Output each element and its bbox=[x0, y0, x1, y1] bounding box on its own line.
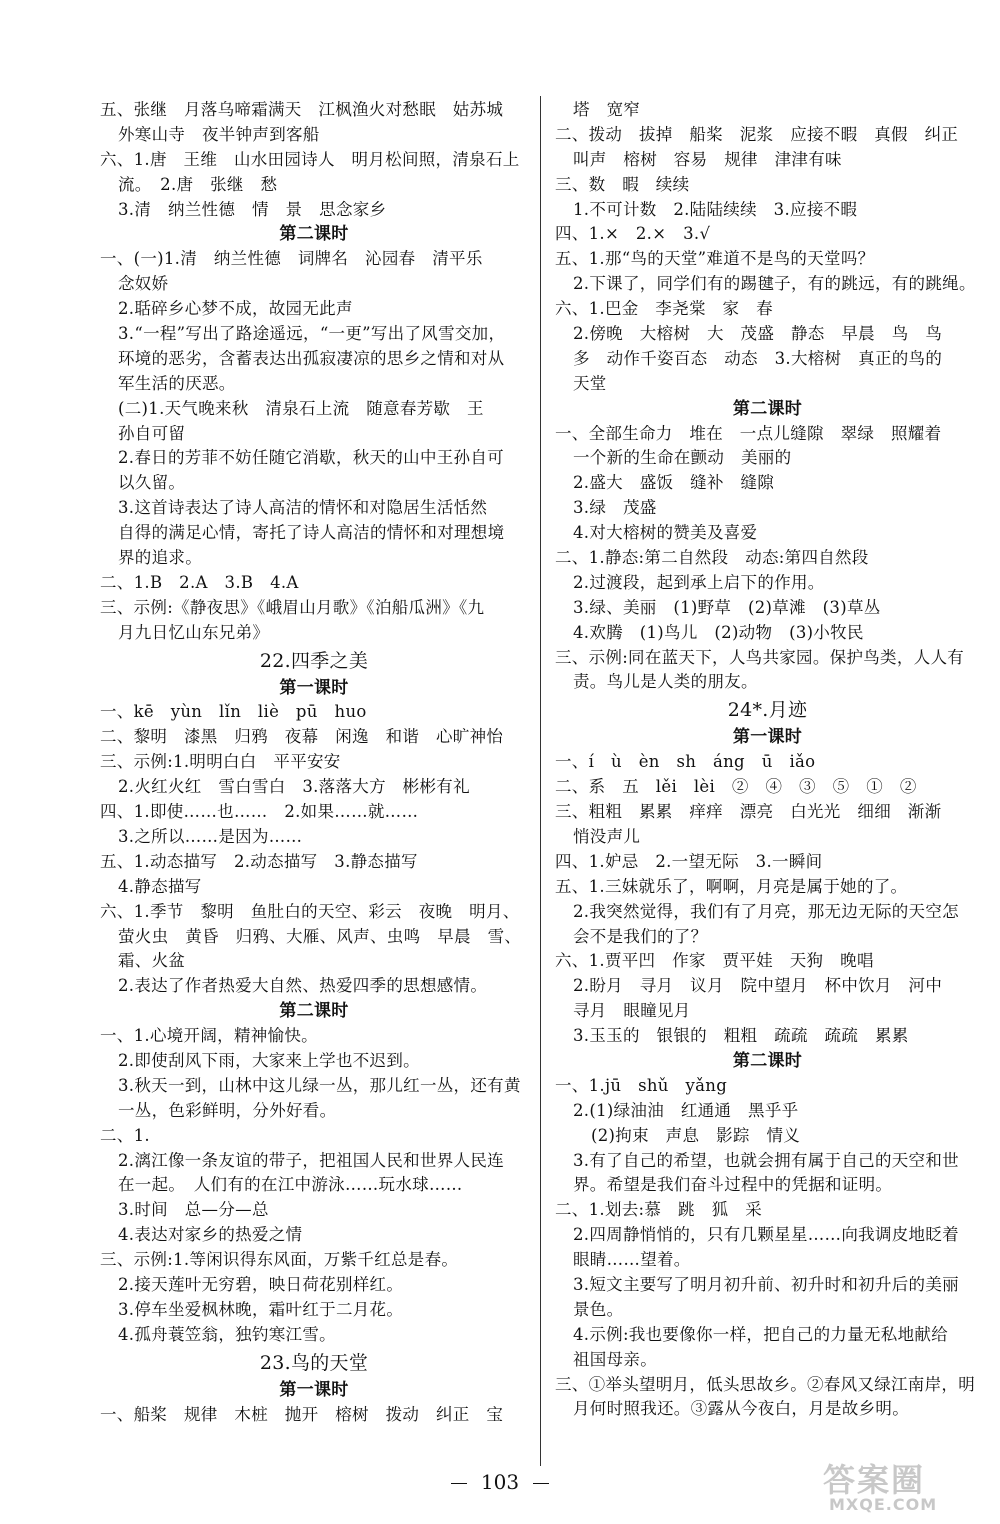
answer-line: 三、①举头望明月，低头思故乡。②春风又绿江南岸，明 bbox=[555, 1374, 975, 1394]
answer-line: 2.表达了作者热爱大自然、热爱四季的思想感情。 bbox=[118, 976, 488, 996]
answer-line: 责。鸟儿是人类的朋友。 bbox=[573, 672, 758, 692]
answer-line: 四、1.妒忌 2.一望无际 3.一瞬间 bbox=[555, 851, 823, 871]
answer-line: 流。 2.唐 张继 愁 bbox=[118, 174, 278, 194]
right-column bbox=[555, 98, 980, 1422]
answer-line: 四、1.即使……也…… 2.如果……就…… bbox=[100, 802, 419, 822]
answer-line: 萤火虫 黄昏 归鸦、大雁、风声、虫鸣 早晨 雪、 bbox=[118, 926, 522, 946]
answer-line: 2.火红火红 雪白雪白 3.落落大方 彬彬有礼 bbox=[118, 777, 470, 797]
answer-line: 界的追求。 bbox=[118, 548, 202, 568]
answer-line: 六、1.贾平凹 作家 贾平娃 天狗 晚唱 bbox=[555, 951, 874, 971]
answer-line: 4.表达对家乡的热爱之情 bbox=[118, 1225, 303, 1245]
answer-line: 自得的满足心情，寄托了诗人高洁的情怀和对理想境 bbox=[118, 523, 505, 543]
answer-line: 在一起。 人们有的在江中游泳……玩水球…… bbox=[118, 1175, 463, 1195]
answer-line: 一、全部生命力 堆在 一点儿缝隙 翠绿 照耀着 bbox=[555, 423, 942, 443]
lesson-heading: 第一课时 bbox=[732, 727, 803, 748]
answer-line: 4.静态描写 bbox=[118, 876, 202, 896]
answer-line: 2.(1)绿油油 红通通 黑乎乎 bbox=[573, 1100, 799, 1120]
answer-line: 三、示例:《静夜思》《峨眉山月歌》《泊船瓜洲》《九 bbox=[100, 597, 485, 617]
answer-line: 五、1.动态描写 2.动态描写 3.静态描写 bbox=[100, 851, 418, 871]
answer-line: 月九日忆山东兄弟》 bbox=[118, 622, 270, 642]
answer-line: 军生活的厌恶。 bbox=[118, 373, 236, 393]
watermark-text: 答案圈 bbox=[823, 1461, 926, 1499]
answer-line: 一个新的生命在颤动 美丽的 bbox=[573, 448, 792, 468]
answer-line: 4.示例:我也要像你一样，把自己的力量无私地献给 bbox=[573, 1324, 949, 1344]
answer-line: 3.停车坐爱枫林晚，霜叶红于二月花。 bbox=[118, 1299, 404, 1319]
answer-line: 二、1.划去:慕 跳 狐 采 bbox=[555, 1200, 763, 1220]
answer-line: 外寒山寺 夜半钟声到客船 bbox=[118, 124, 320, 144]
answer-line: 2.傍晚 大榕树 大 茂盛 静态 早晨 鸟 鸟 bbox=[573, 324, 943, 344]
answer-line: 3.“一程”写出了路途遥远，“一更”写出了风雪交加， bbox=[118, 324, 506, 344]
answer-line: 2.四周静悄悄的，只有几颗星星……向我调皮地眨着 bbox=[573, 1225, 959, 1245]
answer-line: 3.玉玉的 银银的 粗粗 疏疏 疏疏 累累 bbox=[573, 1026, 909, 1046]
answer-line: 六、1.季节 黎明 鱼肚白的天空、彩云 夜晚 明月、 bbox=[100, 901, 520, 921]
lesson-heading: 第二课时 bbox=[732, 1050, 803, 1071]
answer-line: 4.对大榕树的赞美及喜爱 bbox=[573, 523, 758, 543]
answer-line: 三、数 暇 续续 bbox=[555, 174, 690, 194]
answer-line: 3.绿 茂盛 bbox=[573, 498, 657, 518]
answer-line: 四、1.× 2.× 3.√ bbox=[555, 224, 711, 244]
answer-line: 3.清 纳兰性德 情 景 思念家乡 bbox=[118, 199, 387, 219]
answer-line: 一、1.jū shǔ yǎng bbox=[555, 1075, 728, 1095]
answer-line: 3.绿、美丽 (1)野草 (2)草滩 (3)草丛 bbox=[573, 597, 881, 617]
answer-line: 2.春日的芳菲不妨任随它消歇，秋天的山中王孙自可 bbox=[118, 448, 504, 468]
answer-line: 祖国母亲。 bbox=[573, 1349, 657, 1369]
lesson-heading: 第二课时 bbox=[279, 224, 349, 245]
answer-line: 界。希望是我们奋斗过程中的凭据和证明。 bbox=[573, 1175, 893, 1195]
answer-line: 二、1.B 2.A 3.B 4.A bbox=[100, 572, 299, 592]
column-divider bbox=[540, 96, 541, 1466]
answer-line: 多 动作千姿百态 动态 3.大榕树 真正的鸟的 bbox=[573, 348, 943, 368]
answer-line: 二、1.静态:第二自然段 动态:第四自然段 bbox=[555, 548, 869, 568]
answer-line: 五、张继 月落乌啼霜满天 江枫渔火对愁眠 姑苏城 bbox=[100, 100, 504, 119]
answer-line: 2.盛大 盛饭 缝补 缝隙 bbox=[573, 473, 775, 493]
answer-line: 月何时照我还。③露从今夜白，月是故乡明。 bbox=[573, 1399, 909, 1419]
answer-line: 三、示例:1.等闲识得东风面，万紫千红总是春。 bbox=[100, 1250, 459, 1270]
answer-line: 2.过渡段，起到承上启下的作用。 bbox=[573, 572, 825, 592]
section-title: 22.四季之美 bbox=[259, 649, 369, 672]
answer-line: 三、粗粗 累累 痒痒 漂亮 白光光 细细 渐渐 bbox=[555, 802, 942, 822]
answer-line: 一、kē yùn lǐn liè pū huo bbox=[100, 702, 367, 722]
answer-line: 3.短文主要写了明月初升前、初升时和初升后的美丽 bbox=[573, 1274, 959, 1294]
answer-line: 2.聒碎乡心梦不成，故园无此声 bbox=[118, 299, 353, 319]
answer-line: 3.时间 总—分—总 bbox=[118, 1200, 269, 1220]
answer-line: 一、í ù èn sh áng ū iǎo bbox=[555, 752, 816, 772]
answer-line: 悄没声儿 bbox=[573, 826, 641, 846]
answer-line: 念奴娇 bbox=[118, 274, 169, 294]
section-title: 24*.月迹 bbox=[727, 699, 808, 722]
watermark-url: MXQE.COM bbox=[829, 1495, 938, 1514]
answer-line: 2.我突然觉得，我们有了月亮，那无边无际的天空怎 bbox=[573, 901, 959, 921]
answer-line: 3.之所以……是因为…… bbox=[118, 826, 303, 846]
lesson-heading: 第二课时 bbox=[732, 398, 803, 419]
answer-line: 二、黎明 漆黑 归鸦 夜幕 闲逸 和谐 心旷神怡 bbox=[100, 727, 504, 747]
answer-line: 孙自可留 bbox=[118, 423, 186, 443]
answer-line: 环境的恶劣，含蓄表达出孤寂凄凉的思乡之情和对从 bbox=[118, 348, 505, 368]
answer-line: 一、1.心境开阔，精神愉快。 bbox=[100, 1026, 318, 1046]
answer-line: 2.漓江像一条友谊的带子，把祖国人民和世界人民连 bbox=[118, 1150, 504, 1170]
answer-line: 塔 宽窄 bbox=[573, 100, 641, 119]
answer-line: 二、系 五 lěi lèi ② ④ ③ ⑤ ① ② bbox=[555, 777, 917, 797]
answer-line: 眼睛……望着。 bbox=[573, 1250, 691, 1270]
answer-line: 天堂 bbox=[573, 373, 607, 393]
watermark-logo bbox=[815, 1455, 983, 1517]
answer-line: 五、1.三妹就乐了，啊啊，月亮是属于她的了。 bbox=[555, 876, 908, 896]
answer-line: 叫声 榕树 容易 规律 津津有味 bbox=[573, 149, 842, 169]
answer-line: 霜、火盆 bbox=[118, 951, 186, 971]
answer-line: 2.接天莲叶无穷碧，映日荷花别样红。 bbox=[118, 1274, 404, 1294]
answer-line: 三、示例:1.明明白白 平平安安 bbox=[100, 752, 341, 772]
answer-line: 二、1. bbox=[100, 1125, 150, 1145]
answer-line: 寻月 眼瞳见月 bbox=[573, 1001, 691, 1021]
page-number-dash-left bbox=[451, 1483, 467, 1484]
answer-line: 以久留。 bbox=[118, 473, 186, 493]
left-column bbox=[100, 98, 528, 1427]
answer-line: 景色。 bbox=[573, 1299, 624, 1319]
answer-line: 1.不可计数 2.陆陆续续 3.应接不暇 bbox=[573, 199, 858, 219]
answer-line: 3.秋天一到，山林中这儿绿一丛，那儿红一丛，还有黄 bbox=[118, 1075, 521, 1095]
answer-line: (2)拘束 声息 影踪 情义 bbox=[591, 1125, 801, 1145]
lesson-heading: 第一课时 bbox=[279, 677, 349, 698]
answer-line: 2.下课了，同学们有的踢毽子，有的跳远，有的跳绳。 bbox=[573, 274, 976, 294]
lesson-heading: 第二课时 bbox=[279, 1001, 349, 1022]
answer-line: 3.这首诗表达了诗人高洁的情怀和对隐居生活恬然 bbox=[118, 498, 488, 518]
answer-line: 六、1.唐 王维 山水田园诗人 明月松间照，清泉石上 bbox=[100, 149, 520, 169]
section-title: 23.鸟的天堂 bbox=[259, 1351, 369, 1374]
page-number-dash-right bbox=[533, 1483, 549, 1484]
answer-line: 4.欢腾 (1)鸟儿 (2)动物 (3)小牧民 bbox=[573, 622, 864, 642]
answer-line: 一、(一)1.清 纳兰性德 词牌名 沁园春 清平乐 bbox=[100, 249, 483, 269]
answer-line: (二)1.天气晚来秋 清泉石上流 随意春芳歇 王 bbox=[118, 398, 484, 418]
answer-line: 一、船桨 规律 木桩 抛开 榕树 拨动 纠正 宝 bbox=[100, 1404, 504, 1424]
answer-line: 2.盼月 寻月 议月 院中望月 杯中饮月 河中 bbox=[573, 976, 943, 996]
answer-line: 五、1.那“鸟的天堂”难道不是鸟的天堂吗？ bbox=[555, 249, 875, 269]
answer-line: 三、示例:同在蓝天下，人鸟共家园。保护鸟类，人人有 bbox=[555, 647, 965, 667]
page-number-value: 103 bbox=[480, 1470, 520, 1494]
answer-line: 2.即使刮风下雨，大家来上学也不迟到。 bbox=[118, 1050, 420, 1070]
answer-line: 一丛，色彩鲜明，分外好看。 bbox=[118, 1100, 337, 1120]
answer-line: 二、拨动 拔掉 船桨 泥浆 应接不暇 真假 纠正 bbox=[555, 124, 959, 144]
answer-line: 3.有了自己的希望，也就会拥有属于自己的天空和世 bbox=[573, 1150, 959, 1170]
answer-line: 会不是我们的了？ bbox=[573, 926, 708, 946]
lesson-heading: 第一课时 bbox=[279, 1379, 349, 1400]
answer-line: 六、1.巴金 李尧棠 家 春 bbox=[555, 299, 773, 319]
answer-line: 4.孤舟蓑笠翁，独钓寒江雪。 bbox=[118, 1324, 336, 1344]
